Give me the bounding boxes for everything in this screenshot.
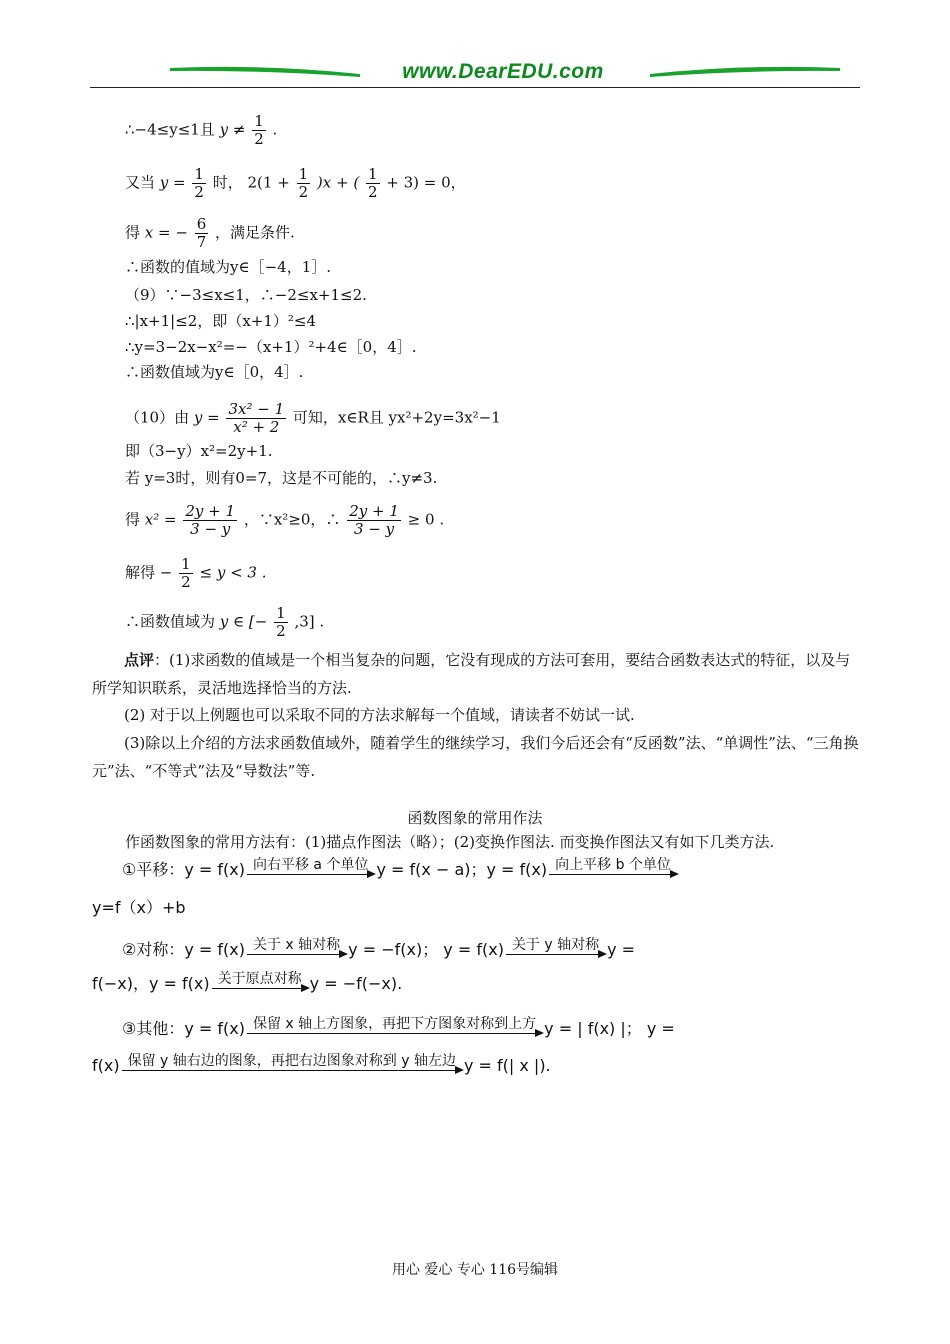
- line-solve: [125, 556, 266, 591]
- text: 得: [125, 510, 141, 529]
- left-swoosh-decoration: [170, 66, 360, 78]
- line-range-result-8: ∴函数的值域为y∈［−4，1］.: [125, 258, 332, 276]
- math: 2(1 +: [247, 173, 290, 192]
- symmetry-rule: [122, 936, 635, 961]
- text: 解得: [125, 563, 156, 582]
- math: ③其他：y = f(x): [122, 1019, 245, 1038]
- math: y =: [607, 940, 636, 959]
- line-range-condition: [125, 113, 277, 148]
- page-footer: 用心 爱心 专心 116号编辑: [391, 1262, 559, 1278]
- math: y ∈ [−: [219, 612, 268, 631]
- line-abs-bound: ∴|x+1|≤2，即（x+1）²≤4: [125, 312, 317, 330]
- math: y = f(| x |).: [463, 1056, 551, 1075]
- other-rule: [122, 1015, 675, 1040]
- fraction: $\frac{1}{2}$: [367, 165, 378, 201]
- section-intro: 作函数图象的常用方法有：(1)描点作图法（略）；(2)变换作图法. 而变换作图法又有如下几类方法.: [125, 833, 775, 851]
- header-rule: [90, 87, 860, 88]
- arrow-keep-above-x: 保留 x 轴上方图象，再把下方图象对称到上方: [247, 1015, 542, 1040]
- fraction: $\frac{1}{2}$: [298, 165, 309, 201]
- math: y =: [193, 408, 220, 427]
- text: .: [272, 120, 278, 139]
- text: ∴函数值域为: [125, 612, 216, 631]
- comment-paragraph-3: (3)除以上介绍的方法求函数值域外，随着学生的继续学习，我们今后还会有“反函数”法、“单调性”法、“三角换元”法、“不等式”法及“导数法”等.: [92, 734, 859, 780]
- line-problem-10: [125, 401, 501, 436]
- math: −: [159, 563, 173, 582]
- site-logo: www.DearEDU.com: [402, 60, 604, 83]
- line-when-y-half: [125, 166, 466, 201]
- line-y-expression: ∴y=3−2x−x²=−（x+1）²+4∈［0，4］.: [125, 338, 417, 356]
- arrow-shift-up: 向上平移 b 个单位: [549, 856, 677, 881]
- page-header: [90, 58, 860, 92]
- text: 得: [125, 223, 141, 242]
- line-x-squared: [125, 503, 444, 538]
- math: ≤ y < 3 .: [199, 563, 267, 582]
- line-get-x: [125, 216, 295, 251]
- math: + 3) = 0，: [386, 173, 466, 192]
- fraction: $\frac{1}{2}$: [194, 165, 204, 201]
- arrow-x-axis-symmetry: 关于 x 轴对称: [247, 936, 346, 961]
- symmetry-rule-cont: [92, 970, 402, 995]
- math: y = | f(x) |； y =: [544, 1019, 675, 1038]
- text: 又当: [125, 173, 156, 192]
- math: y = f(x − a)；y = f(x): [376, 860, 548, 879]
- math: f(−x)，y = f(x): [92, 974, 210, 993]
- math: f(x): [92, 1056, 120, 1075]
- math: ①平移：y = f(x): [122, 860, 245, 879]
- fraction: $\frac{1}{2}$: [254, 112, 264, 148]
- line-y-not-3: 若 y=3时，则有0=7，这是不可能的，∴y≠3.: [125, 469, 438, 487]
- fraction: $\frac{1}{2}$: [276, 604, 286, 640]
- comment-text: ：(1)求函数的值域是一个相当复杂的问题，它没有现成的方法可套用，要结合函数表达式的特征，以及与所学知识联系，灵活地选择恰当的方法.: [92, 651, 851, 697]
- math: y = −f(−x).: [309, 974, 403, 993]
- arrow-y-axis-symmetry: 关于 y 轴对称: [506, 936, 605, 961]
- translation-rule: [122, 856, 679, 881]
- arrow-keep-right-of-y: 保留 y 轴右边的图象，再把右边图象对称到 y 轴左边: [122, 1052, 462, 1077]
- text: 时，: [212, 173, 243, 192]
- fraction: $\frac{\text{3x² − 1}}{\text{x² + 2}}$: [228, 400, 285, 436]
- math: ≥ 0 .: [407, 510, 445, 529]
- arrow-origin-symmetry: 关于原点对称: [212, 970, 308, 995]
- line-range-result-9: ∴函数值域为y∈［0，4］.: [125, 363, 304, 381]
- line-range-result-10: [125, 605, 324, 640]
- other-rule-cont: [92, 1052, 551, 1077]
- math: ②对称：y = f(x): [122, 940, 245, 959]
- math: )x + (: [316, 173, 360, 192]
- text: ，∵x²≥0，∴: [243, 510, 341, 529]
- line-problem-9: （9）∵−3≤x≤1，∴−2≤x+1≤2.: [125, 286, 367, 304]
- right-swoosh-decoration: [650, 66, 840, 78]
- fraction: $\frac{6}{7}$: [196, 215, 207, 251]
- math: ,3] .: [294, 612, 325, 631]
- text: （10）由: [125, 408, 190, 427]
- arrow-shift-right: 向右平移 a 个单位: [247, 856, 374, 881]
- fraction: $\frac{1}{2}$: [181, 555, 191, 591]
- math: x = −: [144, 223, 188, 242]
- text: ，满足条件.: [215, 223, 295, 242]
- math: x² =: [144, 510, 177, 529]
- fraction: $\frac{2y + 1}{3 - y}$: [185, 502, 236, 538]
- translation-result: y=f（x）+b: [92, 898, 186, 917]
- math: y ≠: [219, 120, 246, 139]
- comment-paragraph-2: (2) 对于以上例题也可以采取不同的方法求解每一个值域，请读者不妨试一试.: [124, 706, 635, 724]
- comment-paragraph-1: [92, 646, 862, 702]
- line-rearranged: 即（3−y）x²=2y+1.: [125, 442, 273, 460]
- text: 可知，x∈R且 yx²+2y=3x²−1: [292, 408, 501, 427]
- math: y = −f(x)； y = f(x): [348, 940, 504, 959]
- text: ∴−4≤y≤1且: [125, 120, 215, 139]
- math: y =: [159, 173, 186, 192]
- comment-label: 点评: [124, 651, 155, 669]
- section-title: 函数图象的常用作法: [407, 809, 543, 827]
- fraction: $\frac{2y + 1}{3 - y}$: [349, 502, 399, 538]
